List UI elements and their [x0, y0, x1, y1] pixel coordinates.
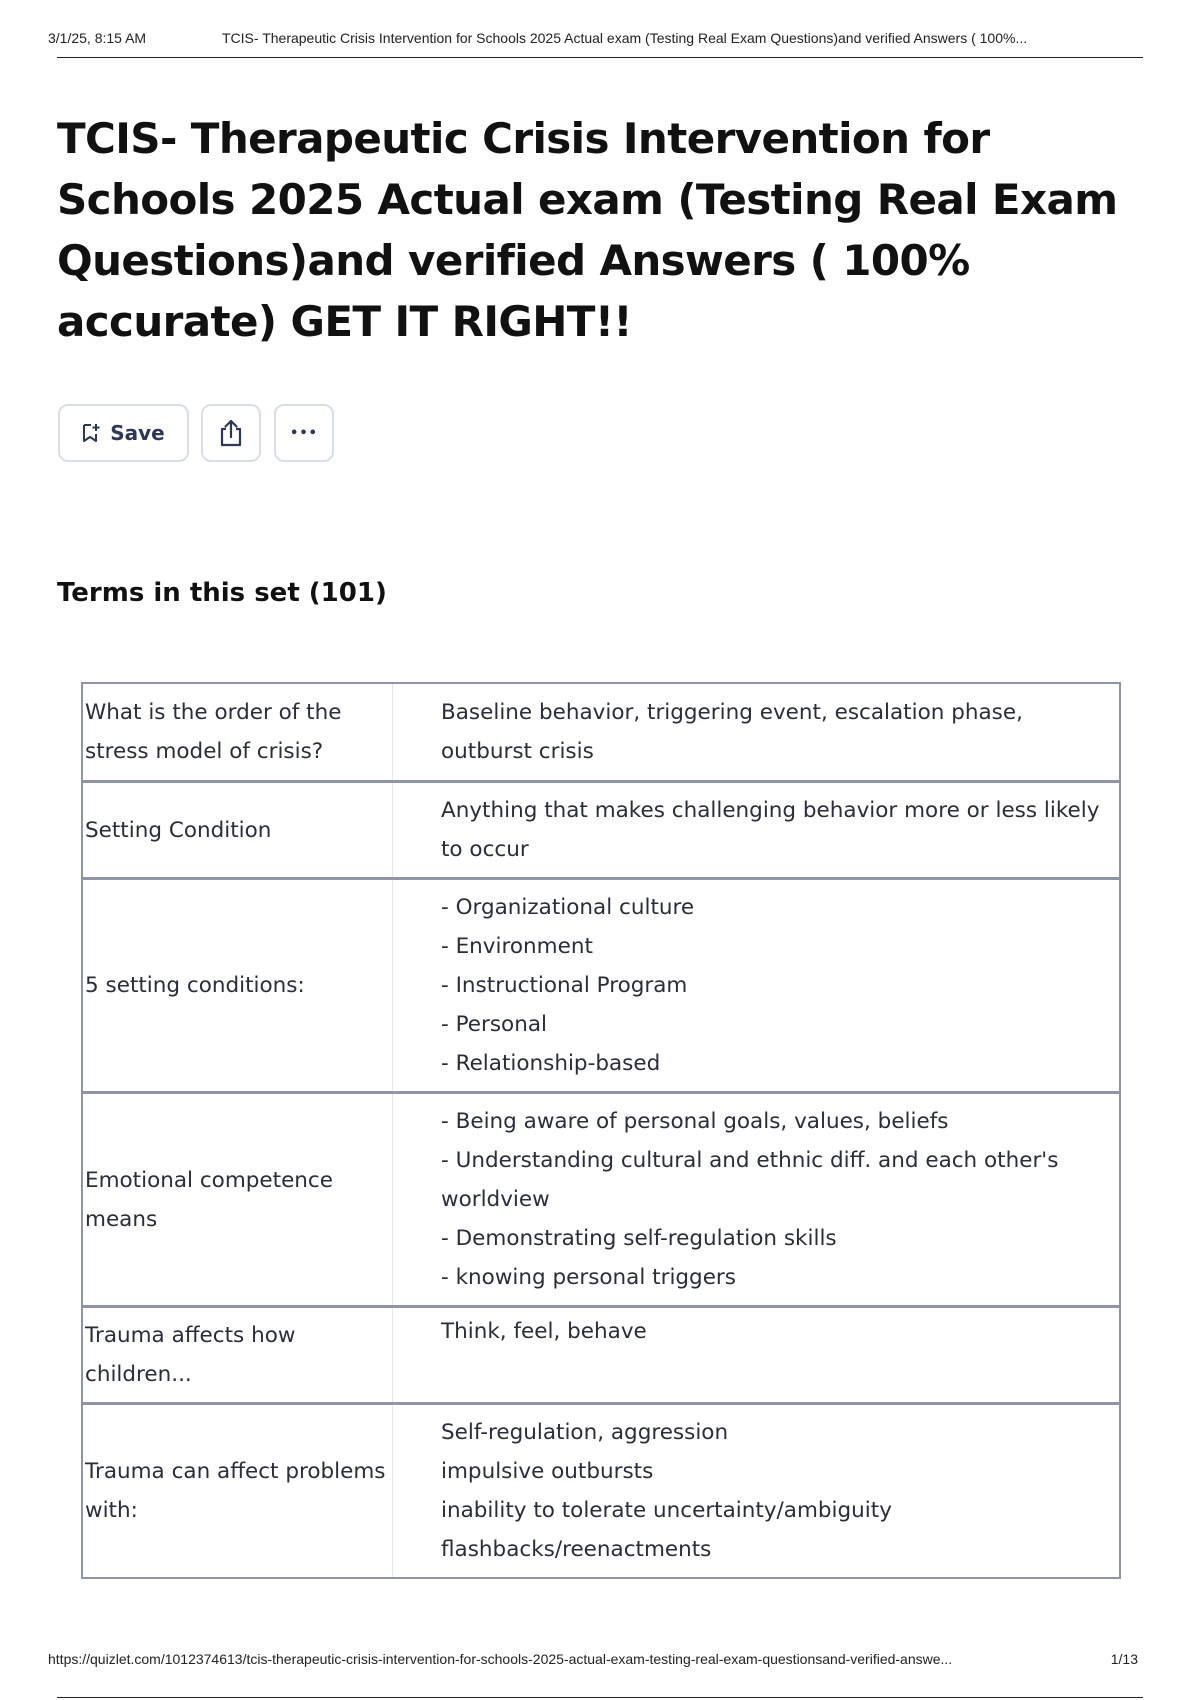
share-button[interactable] — [201, 404, 261, 462]
definition-line: - Relationship-based — [441, 1051, 661, 1076]
terms-heading: Terms in this set (101) — [57, 578, 387, 608]
definition-line: Anything that makes challenging behavior more or less likely to occur — [441, 798, 1100, 862]
definition-line: Self-regulation, aggression — [441, 1420, 729, 1445]
table-row — [83, 1402, 1119, 1577]
save-label: Save — [110, 421, 165, 445]
definition-line: - knowing personal triggers — [441, 1265, 736, 1290]
table-row — [83, 877, 1119, 1091]
terms-table — [81, 682, 1121, 1579]
page-number: 1/13 — [1110, 1651, 1138, 1667]
definition-line: - Understanding cultural and ethnic diff. and each other's worldview — [441, 1148, 1059, 1212]
definition-line: inability to tolerate uncertainty/ambiguity — [441, 1498, 892, 1523]
print-footer — [48, 1651, 1150, 1667]
definition-line: - Personal — [441, 1012, 547, 1037]
definition-line: - Demonstrating self-regulation skills — [441, 1226, 837, 1251]
term-cell: 5 setting conditions: — [83, 880, 393, 1091]
term-cell: Emotional competence means — [83, 1094, 393, 1305]
table-row — [83, 780, 1119, 877]
term-cell: Trauma affects how children... — [83, 1308, 393, 1402]
print-date: 3/1/25, 8:15 AM — [48, 30, 147, 46]
table-row — [83, 684, 1119, 780]
definition-cell — [393, 1405, 1119, 1577]
term-cell: Trauma can affect problems with: — [83, 1405, 393, 1577]
definition-line: - Being aware of personal goals, values, beliefs — [441, 1109, 949, 1134]
table-row — [83, 1091, 1119, 1305]
definition-line: flashbacks/reenactments — [441, 1537, 712, 1562]
definition-cell — [393, 783, 1119, 877]
table-row — [83, 1305, 1119, 1402]
definition-cell — [393, 684, 1119, 780]
bookmark-add-icon — [82, 423, 100, 443]
save-button[interactable] — [58, 404, 189, 462]
print-url: https://quizlet.com/1012374613/tcis-therapeutic-crisis-intervention-for-schools-2025-actual-exam-testing-real-exam-questionsand-verified-answe... — [48, 1651, 953, 1667]
definition-line: Think, feel, behave — [441, 1319, 647, 1344]
footer-divider — [57, 1697, 1143, 1698]
definition-line: - Environment — [441, 934, 593, 959]
definition-cell — [393, 1308, 1119, 1402]
term-cell: Setting Condition — [83, 783, 393, 877]
definition-line: - Organizational culture — [441, 895, 695, 920]
page-title: TCIS- Therapeutic Crisis Intervention for Schools 2025 Actual exam (Testing Real Exam Questions)and verified Answers ( 100% accurate) GET IT RIGHT!! — [57, 114, 1118, 346]
more-horizontal-icon: ••• — [290, 425, 318, 441]
definition-line: impulsive outbursts — [441, 1459, 654, 1484]
definition-line: - Instructional Program — [441, 973, 688, 998]
term-cell: What is the order of the stress model of crisis? — [83, 684, 393, 780]
print-doc-title: TCIS- Therapeutic Crisis Intervention for Schools 2025 Actual exam (Testing Real Exam Questions)and verified Answers ( 100%... — [222, 30, 1028, 46]
definition-cell — [393, 1094, 1119, 1305]
more-options-button[interactable] — [274, 404, 334, 462]
share-icon — [217, 418, 245, 448]
definition-cell — [393, 880, 1119, 1091]
print-header — [48, 30, 1146, 46]
definition-line: Baseline behavior, triggering event, escalation phase, outburst crisis — [441, 700, 1023, 764]
header-divider — [57, 57, 1143, 58]
